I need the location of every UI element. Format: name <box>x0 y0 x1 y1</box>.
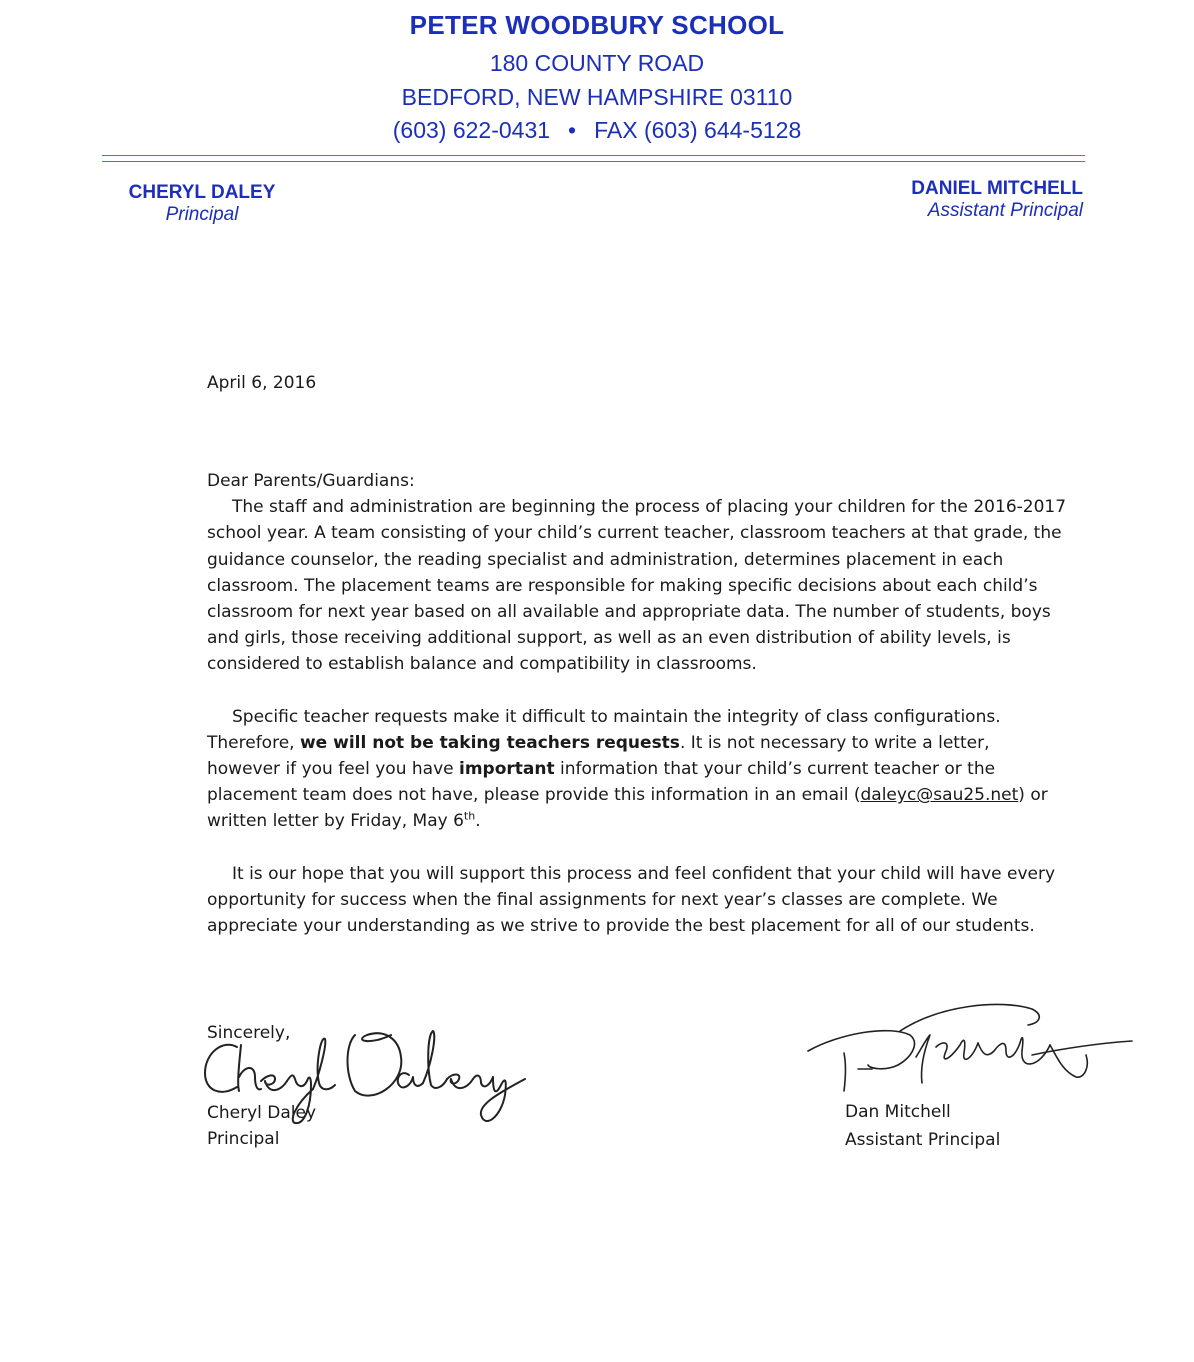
salutation: Dear Parents/Guardians: <box>207 471 415 491</box>
letter-body <box>207 468 1067 939</box>
paragraph-1-text: The staff and administration are beginning the process of placing your children for the 2016-2017 school year. A team consisting of your child’s current teacher, classroom teachers at that grade, the guidance counselor, the reading specialist and administration, determines placement in each classroom. The placement teams are responsible for making specific decisions about each child’s classroom for next year based on all available and appropriate data. The number of students, boys and girls, those receiving additional support, as well as an even distribution of ability levels, is considered to establish balance and compatibility in classrooms. <box>207 497 1067 675</box>
paragraph-2 <box>207 704 1067 835</box>
paragraph-2-text-a: Specific teacher requests make it difficult to maintain the integrity of class configurations. Therefore, <box>207 706 1001 753</box>
signature-block-assistant <box>845 1098 1000 1154</box>
signer-1-title: Principal <box>207 1129 280 1149</box>
principal-block <box>124 182 280 226</box>
assistant-principal-name: DANIEL MITCHELL <box>911 178 1083 199</box>
address-line-1: 180 COUNTY ROAD <box>489 50 705 76</box>
school-name: PETER WOODBURY SCHOOL <box>409 10 785 40</box>
date-superscript: th <box>463 809 476 823</box>
signer-2-name: Dan Mitchell <box>845 1102 951 1122</box>
letterhead-rule-top <box>102 155 1085 156</box>
paragraph-2-text-c: information that your child’s current teacher or the placement team does not have, please provide this information in an email ( <box>207 759 996 806</box>
paragraph-3 <box>207 861 1067 940</box>
contact-line <box>0 117 1194 144</box>
principal-title: Principal <box>165 204 239 225</box>
assistant-principal-title: Assistant Principal <box>927 200 1083 221</box>
fax-number: FAX (603) 644-5128 <box>594 117 802 143</box>
signer-1-name: Cheryl Daley <box>207 1103 317 1123</box>
closing: Sincerely, <box>207 1023 291 1043</box>
principal-name: CHERYL DALEY <box>128 182 276 203</box>
paragraph-1 <box>207 494 1067 677</box>
important-emphasis: important <box>459 759 555 780</box>
paragraph-2-text-d: ) or written letter by Friday, May 6 <box>207 785 1048 832</box>
email-link[interactable]: daleyc@sau25.net <box>860 785 1019 806</box>
address-line-2: BEDFORD, NEW HAMPSHIRE 03110 <box>401 84 793 110</box>
signer-2-title: Assistant Principal <box>845 1130 1001 1150</box>
assistant-principal-block <box>880 178 1083 222</box>
phone-number: (603) 622-0431 <box>392 117 551 143</box>
paragraph-2-text-b: . It is not necessary to write a letter, however if you feel you have <box>207 732 990 780</box>
paragraph-3-text: It is our hope that you will support this process and feel confident that your child will have every opportunity for success when the final assignments for next year’s classes are complete. We appreciate your understanding as we strive to provide the best placement for all of our students. <box>207 863 1056 937</box>
paragraph-2-text-e: . <box>475 811 481 832</box>
cheryl-daley-signature <box>195 1005 565 1135</box>
no-requests-emphasis: we will not be taking teachers requests <box>299 732 680 753</box>
letterhead-rule-bottom <box>102 161 1085 162</box>
bullet-separator: • <box>568 117 577 143</box>
dan-mitchell-signature <box>800 995 1140 1105</box>
letter-date: April 6, 2016 <box>207 373 317 393</box>
